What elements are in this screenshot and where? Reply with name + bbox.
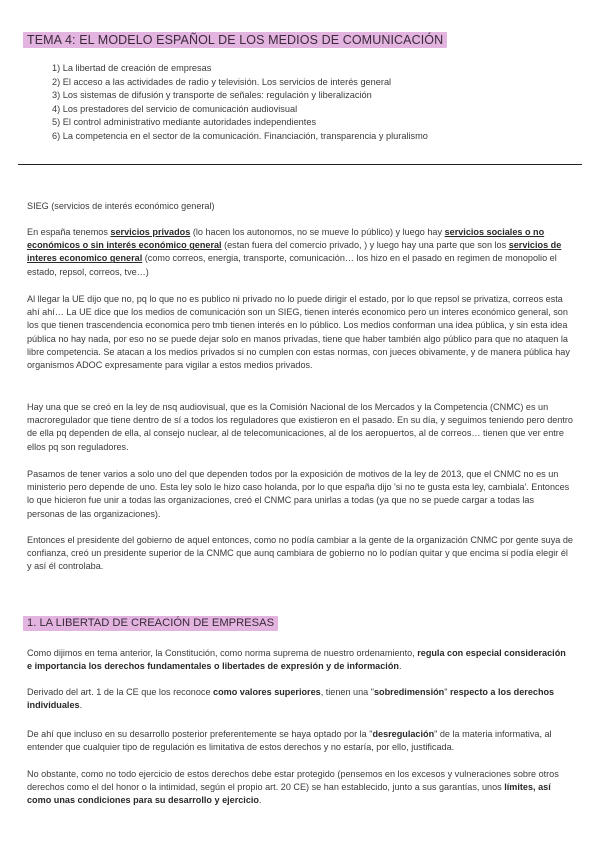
underlined-term: servicios sociales o no económicos o sin interés económico general (27, 227, 545, 251)
text-run: " (444, 687, 450, 697)
text-run: No obstante, como no todo ejercicio de estos derechos debe estar protegido (pensemos en los excesos y vulneraciones sobre otros derechos como el del honor o la intimidad, según el propio art. 20 CE) se han establecido, junto a sus garantías, unos (27, 769, 559, 793)
page-title (23, 32, 447, 48)
table-of-contents (52, 62, 428, 143)
toc-item: 1) La libertad de creación de empresas (52, 63, 212, 73)
underlined-term: servicios de interes economico general (27, 240, 562, 264)
toc-item: 6) La competencia en el sector de la comunicación. Financiación, transparencia y pluralismo (52, 130, 428, 141)
paragraph-servicios (27, 226, 573, 279)
paragraph-ley-2013: Pasamos de tener varios a solo uno del que dependen todos por la exposición de motivos de la ley de 2013, que el CNMC no es un ministerio pero depende de uno. Esta ley solo le hizo caso holanda, por lo que españa dijo 'si no te gusta esta ley, cambiala'. Entonces lo que hicieron fue unir a todas las organizaciones, creó el CNMC para unirlas a todas (ya que no se puede cargar a todas las personas de las organizaciones). (27, 469, 570, 519)
paragraph-constitucion (27, 647, 573, 673)
bold-phrase: límites, así como unas condiciones para su desarrollo y ejercicio (27, 782, 551, 806)
bold-phrase: desregulación (372, 729, 435, 739)
text-run: Derivado del art. 1 de la CE que los reconoce (27, 687, 214, 697)
toc-item: 4) Los prestadores del servicio de comunicación audiovisual (52, 103, 298, 114)
text-run: (lo hacen los autonomos, no se mueve lo público) y luego hay (190, 227, 445, 237)
paragraph-cnmc: Hay una que se creó en la ley de nsq audiovisual, que es la Comisión Nacional de los Mercados y la Competencia (CNMC) es un macroregulador que tiene dentro de sí a todos los reguladores que existieron en el pasado. En su día, y seguimos teniendo pero dentro de ella pq dependen de ella, al consejo nuclear, al de telecomunicaciones, al de los aeropuertos, al de correos… tienen que ver entre ellos pq son reguladores. (27, 402, 573, 452)
paragraph-no-obstante (27, 768, 573, 808)
paragraph-ue: Al llegar la UE dijo que no, pq lo que no es publico ni privado no lo puede dirigir el estado, por lo que repsol se privatiza, correos esta ahí ahí… La UE dice que los medios de comunicación son un SIEG, tienen interés economico pero un interes económico general, son los que tienen trascendencia economica pero tmb tienen interés en lo público. Los medios conforman una idea pública, y sin esta idea pública no hay nada, por eso no se puede dejar solo en manos privadas, tiene que haber también algo público para que no ataquen la libre competencia. Se atacan a los medios privados si no cumplen con estas normas, con jueces obivamente, y de manera pública hay organismos ADOC expresamente para vigilar a estos medios privados. (27, 294, 570, 371)
paragraph-presidente: Entonces el presidente del gobierno de aquel entonces, como no podía cambiar a la gente de la organización CNMC por gente suya de confianza, creó un presidente superior de la CNMC que aunq cambiara de gobierno no lo podían quitar y que encima si podía elegir él y así él controlaba. (27, 535, 573, 572)
text-run: , tienen una " (320, 687, 374, 697)
text-run: (como correos, energia, transporte, comunicación… los hizo en el pasado en regimen de monopolio el estado, repsol, correos, tve…) (27, 253, 557, 277)
sieg-heading: SIEG (servicios de interés económico general) (27, 201, 215, 211)
page-title-text: TEMA 4: EL MODELO ESPAÑOL DE LOS MEDIOS DE COMUNICACIÓN (23, 32, 447, 48)
text-run: Como dijimos en tema anterior, la Constitución, como norma suprema de nuestro ordenamiento, (27, 648, 418, 658)
section-heading-text: 1. LA LIBERTAD DE CREACIÓN DE EMPRESAS (23, 616, 278, 631)
text-run: . (258, 795, 262, 806)
paragraph-desregulacion (27, 728, 573, 754)
bold-phrase: regula con especial consideración e importancia los derechos fundamentales o libertades de expresión y de información (27, 648, 566, 672)
paragraph-derivado (27, 686, 573, 712)
section-heading (23, 616, 278, 631)
text-run: . (79, 700, 83, 711)
text-run: En españa tenemos (27, 227, 111, 237)
section-divider (18, 164, 582, 165)
text-run: " de la materia informativa, al entender que cualquier tipo de regulación es limitativa de estos derechos y no estaría, por ello, justificada. (27, 729, 552, 753)
toc-item: 3) Los sistemas de difusión y transporte de señales: regulación y liberalización (52, 90, 372, 100)
bold-phrase: como valores superiores (213, 687, 321, 697)
text-run: De ahí que incluso en su desarrollo posterior preferentemente se haya optado por la " (27, 729, 373, 739)
underlined-term: servicios privados (110, 227, 191, 237)
toc-item: 5) El control administrativo mediante autoridades independientes (52, 117, 317, 127)
toc-item: 2) El acceso a las actividades de radio y televisión. Los servicios de interés general (52, 76, 392, 87)
text-run: . (398, 661, 402, 672)
bold-phrase: sobredimensión (373, 687, 445, 697)
bold-phrase: respecto a los derechos individuales (27, 687, 555, 711)
text-run: (estan fuera del comercio privado, ) y luego hay una parte que son los (221, 240, 509, 251)
